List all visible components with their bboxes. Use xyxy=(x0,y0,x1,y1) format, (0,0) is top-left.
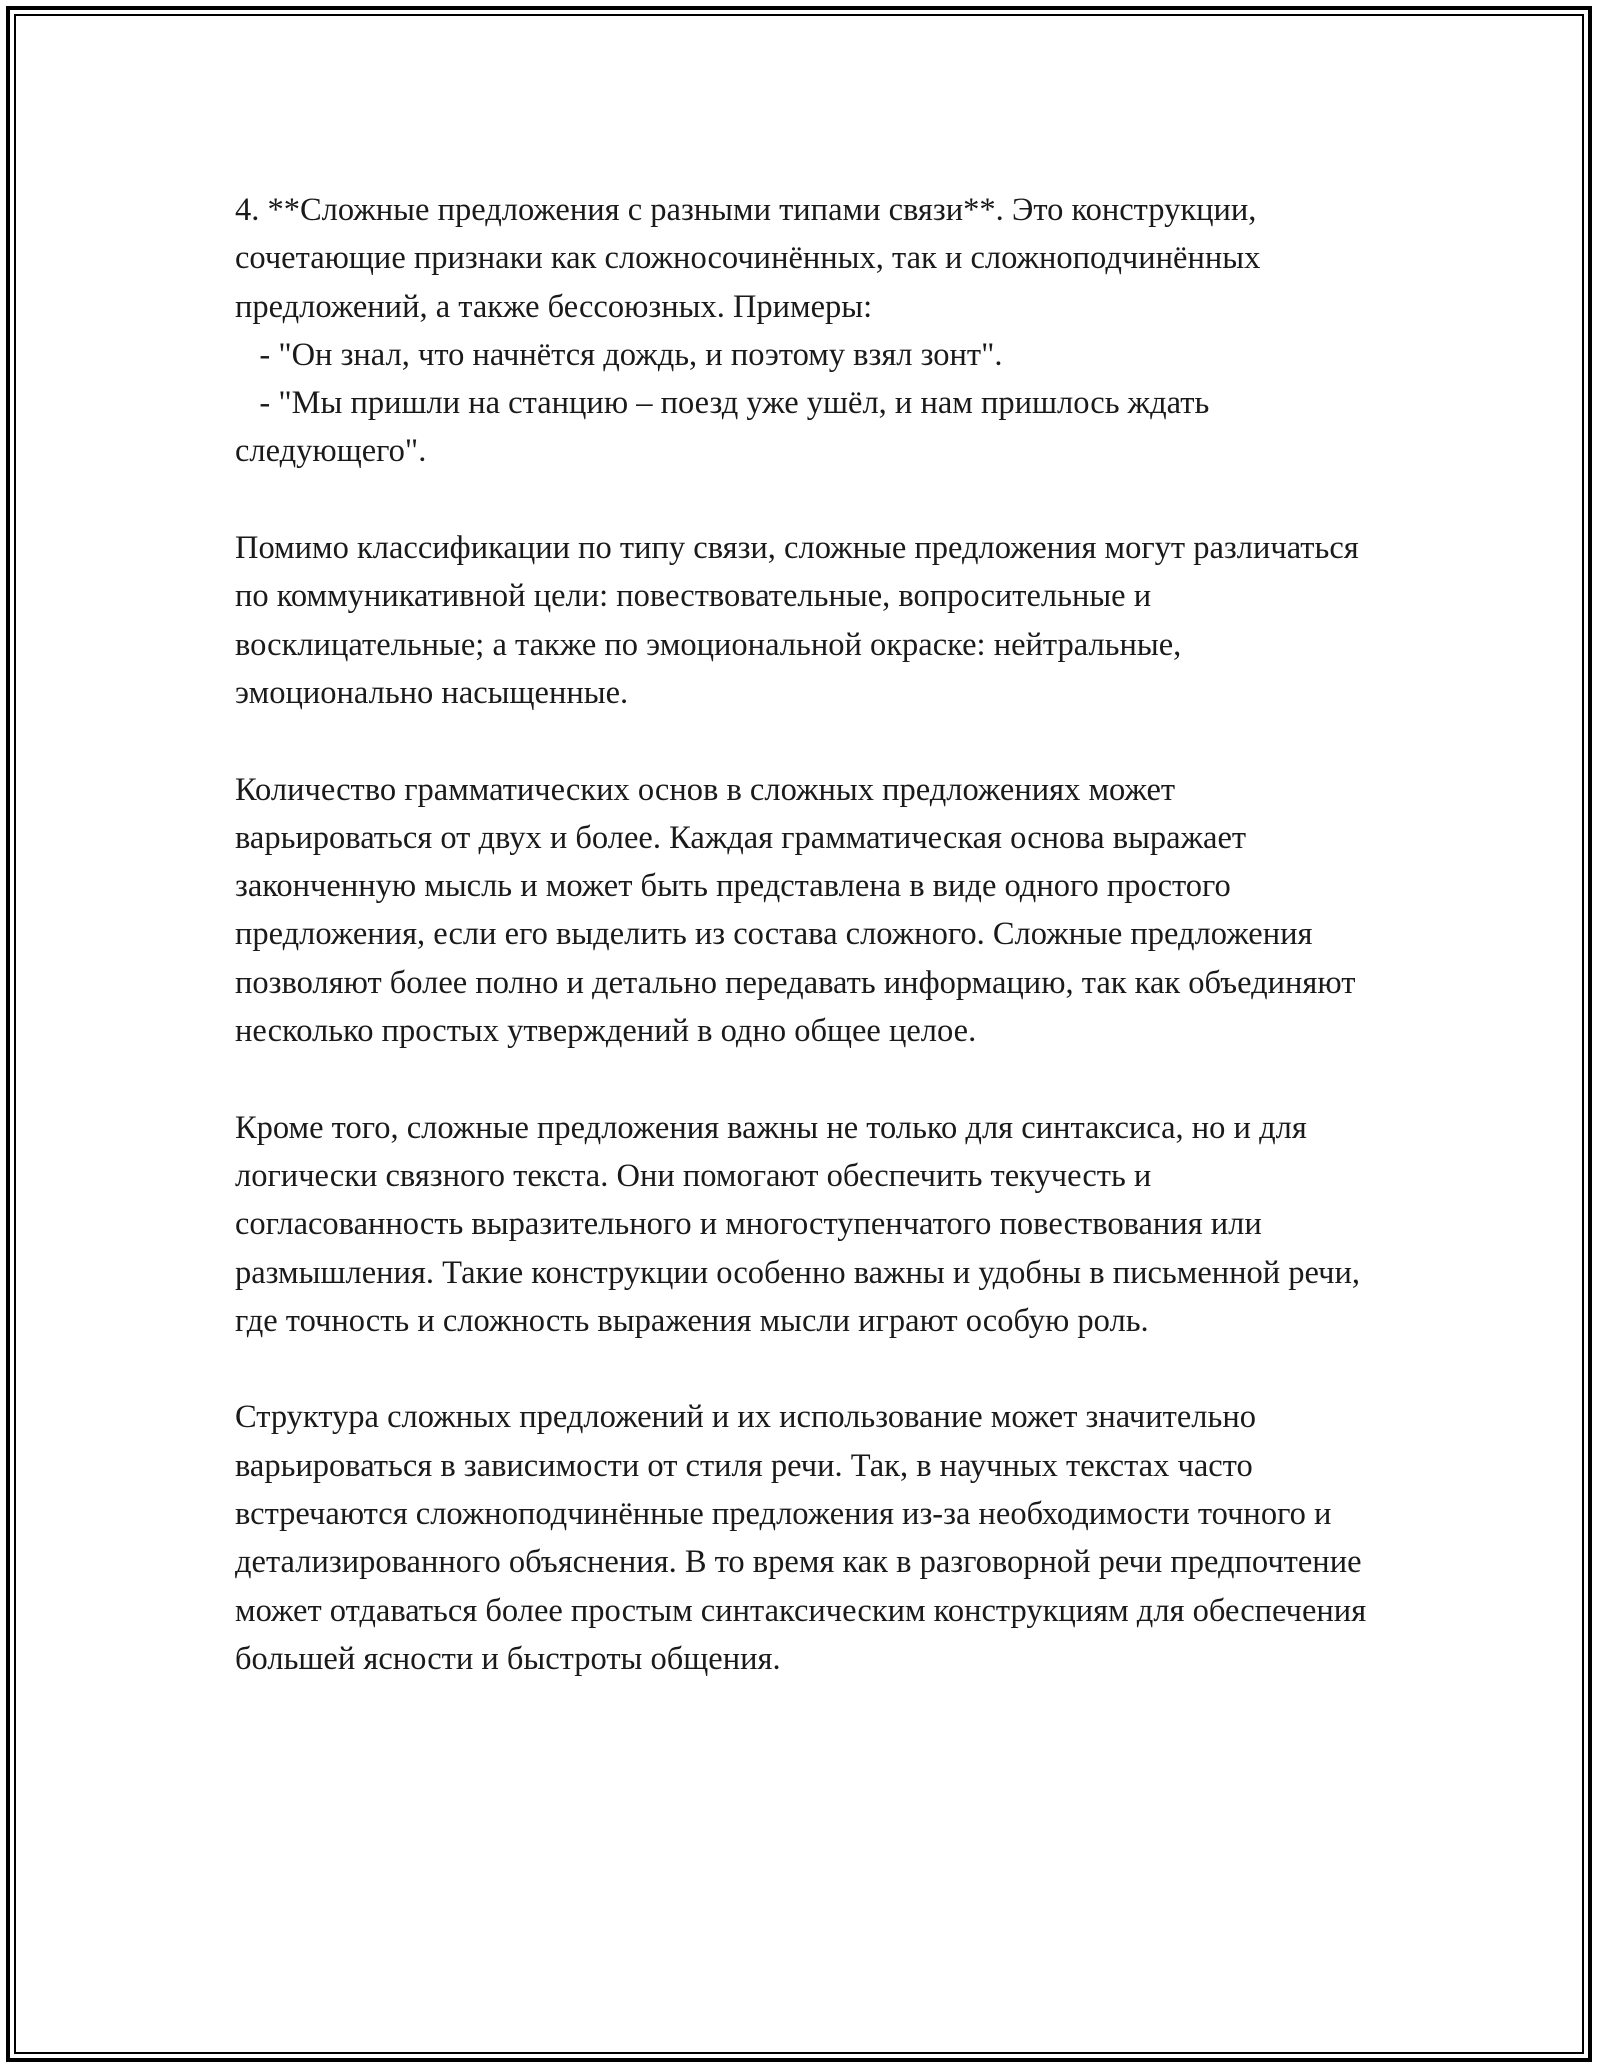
paragraph-communicative-goal: Помимо классификации по типу связи, сложные предложения могут различаться по коммуникативной цели: повествовательные, вопросительные и восклицательные; а также по эмоциональной окраске: нейтральные, эмоционально насыщенные. xyxy=(235,530,1367,711)
paragraph-text-coherence: Кроме того, сложные предложения важны не только для синтаксиса, но и для логически связного текста. Они помогают обеспечить текучесть и согласованность выразительного и многоступенчатого повествования или размышления. Такие конструкции особенно важны и удобны в письменной речи, где точность и сложность выражения мысли играют особую роль. xyxy=(235,1109,1369,1339)
example-item-1: - "Он знал, что начнётся дождь, и поэтому взял зонт". xyxy=(235,336,1003,373)
example-item-2: - "Мы пришли на станцию – поезд уже ушёл, и нам пришлось ждать следующего". xyxy=(235,385,1218,470)
paragraph-speech-style: Структура сложных предложений и их использование может значительно варьироваться в зависимости от стиля речи. Так, в научных текстах часто встречаются сложноподчинённые предложения из-за необходимости точного и детализированного объяснения. В то время как в разговорной речи предпочтение может отдаваться более простым синтаксическим конструкциям для обеспечения большей ясности и быстроты общения. xyxy=(235,1399,1375,1677)
document-body xyxy=(235,186,1375,1732)
section-4-block xyxy=(235,186,1375,476)
paragraph-grammatical-bases: Количество грамматических основ в сложных предложениях может варьироваться от двух и более. Каждая грамматическая основа выражает законченную мысль и может быть представлена в виде одного простого предложения, если его выделить из состава сложного. Сложные предложения позволяют более полно и детально передавать информацию, так как объединяют несколько простых утверждений в одно общее целое. xyxy=(235,771,1364,1050)
section-4-intro: 4. **Сложные предложения с разными типами связи**. Это конструкции, сочетающие признаки как сложносочинённых, так и сложноподчинённых предложений, а также бессоюзных. Примеры: xyxy=(235,192,1269,325)
